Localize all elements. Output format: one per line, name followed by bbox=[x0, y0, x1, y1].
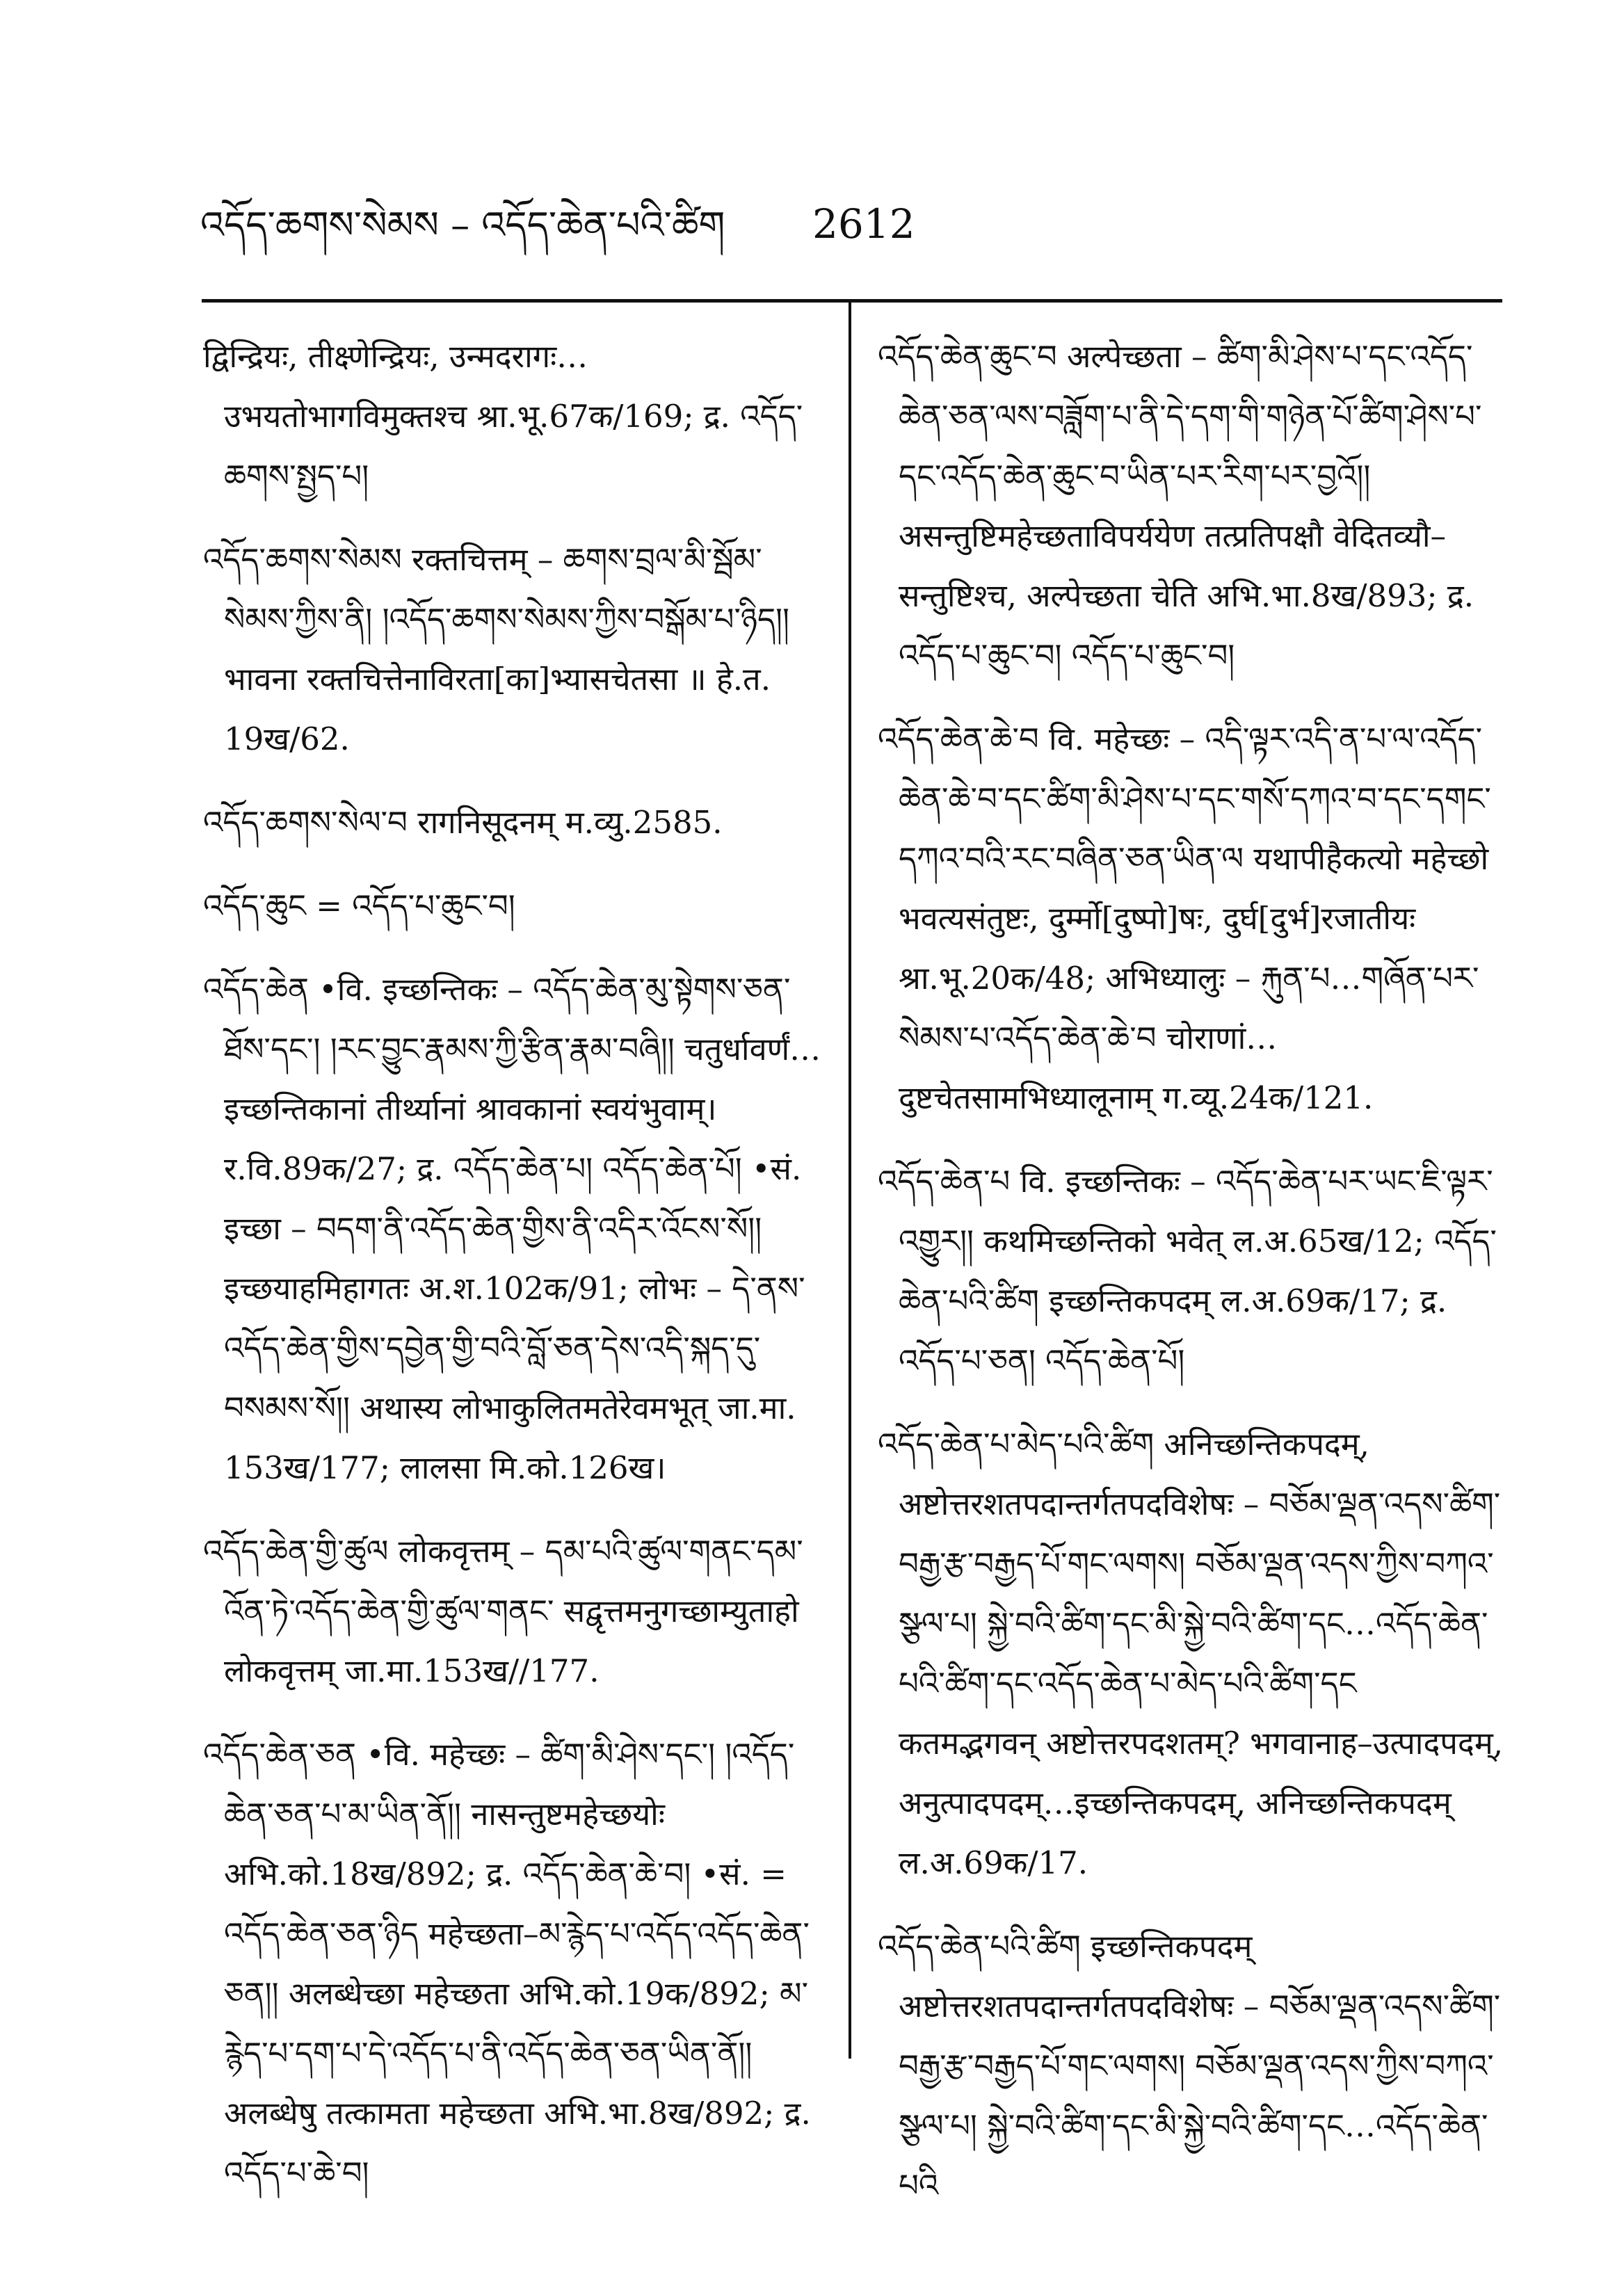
entry: འདོད་ཆེན་ཅན •वि. महेच्छः – ཚིག་མི་ཤེས་དང་། །འདོད་ཆེན་ཅན་པ་མ་ཡིན་ནོ།། नासन्तुष्टमहेच्छयोः अभि.को.18ख/892; द्र. འདོད་ཆེན་ཆེ་བ། •सं. = འདོད་ཆེན་ཅན་ཉིད महेच्छता–མ་རྙེད་པ་འདོད་འདོད་ཆེན་ཅན།། अलब्धेच्छा महेच्छता अभि.को.19क/892; མ་རྙེད་པ་དག་པ་དེ་འདོད་པ་ནི་འདོད་ཆེན་ཅན་ཡིན་ནོ།། अलब्धेषु तत्कामता महेच्छता अभि.भा.8ख/892; द्र. འདོད་པ་ཆེ་བ། bbox=[203, 1736, 811, 2191]
page-number: 2612 bbox=[812, 200, 915, 248]
entry: འདོད་ཆེན་གྱི་ཚུལ लोकवृत्तम् – དམ་པའི་ཚུལ་གནང་དམ་འོན་ཏེ་འདོད་ཆེན་གྱི་ཚུལ་གནང་ सद्वृत्तमनुगच्छाम्युताहो लोकवृत्तम् जा.मा.153ख//177. bbox=[203, 1533, 803, 1689]
entry: འདོད་ཆགས་སེམས रक्तचित्तम् – ཆགས་བྲལ་མི་སྦོམ་སེམས་ཀྱིས་ནི། །འདོད་ཆགས་སེམས་ཀྱིས་བསྒོམ་པ་ཉིད།། भावना रक्तचित्तेनाविरता[का]भ्यासचेतसा ॥ हे.त. 19ख/62. bbox=[203, 541, 790, 757]
entry: འདོད་ཆེན་པ་མེད་པའི་ཚིག अनिच्छन्तिकपदम्, अष्टोत्तरशतपदान्तर्गतपदविशेषः – བཅོམ་ལྡན་འདས་ཚིག་བརྒྱ་རྩ་བརྒྱད་པོ་གང་ལགས། བཅོམ་ལྡན་འདས་ཀྱིས་བཀའ་སྩལ་པ། སྐྱེ་བའི་ཚིག་དང་མི་སྐྱེ་བའི་ཚིག་དང…འདོད་ཆེན་པའི་ཚིག་དང་འདོད་ཆེན་པ་མེད་པའི་ཚིག་དང कतमद्भगवन् अष्टोत्तरपदशतम्? भगवानाह–उत्पादपदम्, अनुत्पादपदम्…इच्छन्तिकपदम्, अनिच्छन्तिकपदम् ल.अ.69क/17. bbox=[878, 1426, 1504, 1881]
running-head: འདོད་ཆགས་སེམས – འདོད་ཆེན་པའི་ཚིག bbox=[200, 203, 725, 247]
entry: འདོད་ཆགས་སེལ་བ रागनिसूदनम् म.व्यु.2585. bbox=[203, 804, 723, 841]
entry: འདོད་ཆུང = འདོད་པ་ཆུང་བ། bbox=[203, 887, 515, 924]
left-column bbox=[203, 327, 822, 2227]
right-column bbox=[878, 327, 1504, 2239]
entry: द्विन्द्रियः, तीक्ष्णेन्द्रियः, उन्मदरागः…उभयतोभागविमुक्तश्च श्रा.भू.67क/169; द्र. འདོད་ཆགས་སྤྱད་པ། bbox=[203, 338, 803, 494]
header-rule bbox=[202, 299, 1502, 303]
entry: འདོད་ཆེན་ཆེ་བ वि. महेच्छः – འདི་ལྟར་འདི་ན་པ་ལ་འདོད་ཆེན་ཆེ་བ་དང་ཚིག་མི་ཤེས་པ་དང་གསོ་དཀའ་བ་དང་དགང་དཀའ་བའི་རང་བཞིན་ཅན་ཡིན་ལ यथापीहैकत्यो महेच्छो भवत्यसंतुष्टः, दुर्म्मो[दुष्पो]षः, दुर्घ[दुर्भ]रजातीयः श्रा.भू.20क/48; अभिध्यालुः – རྐུན་པ…གཞོན་པར་སེམས་པ་འདོད་ཆེན་ཆེ་བ चोराणां…दुष्टचेतसामभिध्यालूनाम् ग.व्यू.24क/121. bbox=[878, 721, 1491, 1116]
entry: འདོད་ཆེན •वि. इच्छन्तिकः – འདོད་ཆེན་མུ་སྟེགས་ཅན་ཐོས་དང་། །རང་བྱུང་རྣམས་ཀྱི་རྩིན་རྣམ་བཞི།། चतुर्धावर्णं…इच्छन्तिकानां तीर्थ्यानां श्रावकानां स्वयंभुवाम्। र.वि.89क/27; द्र. འདོད་ཆེན་པ། འདོད་ཆེན་པོ། •सं. इच्छा – བདག་ནི་འདོད་ཆེན་གྱིས་ནི་འདིར་འོངས་སོ།། इच्छयाहमिहागतः अ.श.102क/91; लोभः – དེ་ནས་འདོད་ཆེན་གྱིས་དབྱེན་གྱི་བའི་བློ་ཅན་དེས་འདི་སྐད་དུ་བསམས་སོ།། अथास्य लोभाकुलितमतेरेवमभूत् जा.मा. 153ख/177; लालसा मि.को.126ख। bbox=[203, 971, 821, 1486]
entry: འདོད་ཆེན་པ वि. इच्छन्तिकः – འདོད་ཆེན་པར་ཡང་ཇི་ལྟར་འགྱུར།། कथमिच्छन्तिको भवेत् ल.अ.65ख/12; འདོད་ཆེན་པའི་ཚིག इच्छन्तिकपदम् ल.अ.69क/17; द्र. འདོད་པ་ཅན། འདོད་ཆེན་པོ། bbox=[878, 1163, 1497, 1379]
entry: འདོད་ཆེན་ཆུང་བ अल्पेच्छता – ཚིག་མི་ཤེས་པ་དང་འདོད་ཆེན་ཅན་ལས་བཟློག་པ་ནི་དེ་དག་གི་གཉེན་པོ་ཚིག་ཤེས་པ་དང་འདོད་ཆེན་ཆུང་བ་ཡིན་པར་རིག་པར་བྱའོ།། असन्तुष्टिमहेच्छताविपर्ययेण तत्प्रतिपक्षौ वेदितव्यौ–सन्तुष्टिश्च, अल्पेच्छता चेति अभि.भा.8ख/893; द्र. འདོད་པ་ཆུང་བ། འདོད་པ་ཆུང་བ། bbox=[878, 338, 1482, 674]
column-divider bbox=[849, 299, 851, 2059]
entry: འདོད་ཆེན་པའི་ཚིག इच्छन्तिकपदम् अष्टोत्तरशतपदान्तर्गतपदविशेषः – བཅོམ་ལྡན་འདས་ཚིག་བརྒྱ་རྩ་བརྒྱད་པོ་གང་ལགས། བཅོམ་ལྡན་འདས་ཀྱིས་བཀའ་སྩལ་པ། སྐྱེ་བའི་ཚིག་དང་མི་སྐྱེ་བའི་ཚིག་དང…འདོད་ཆེན་པའི bbox=[878, 1928, 1501, 2204]
